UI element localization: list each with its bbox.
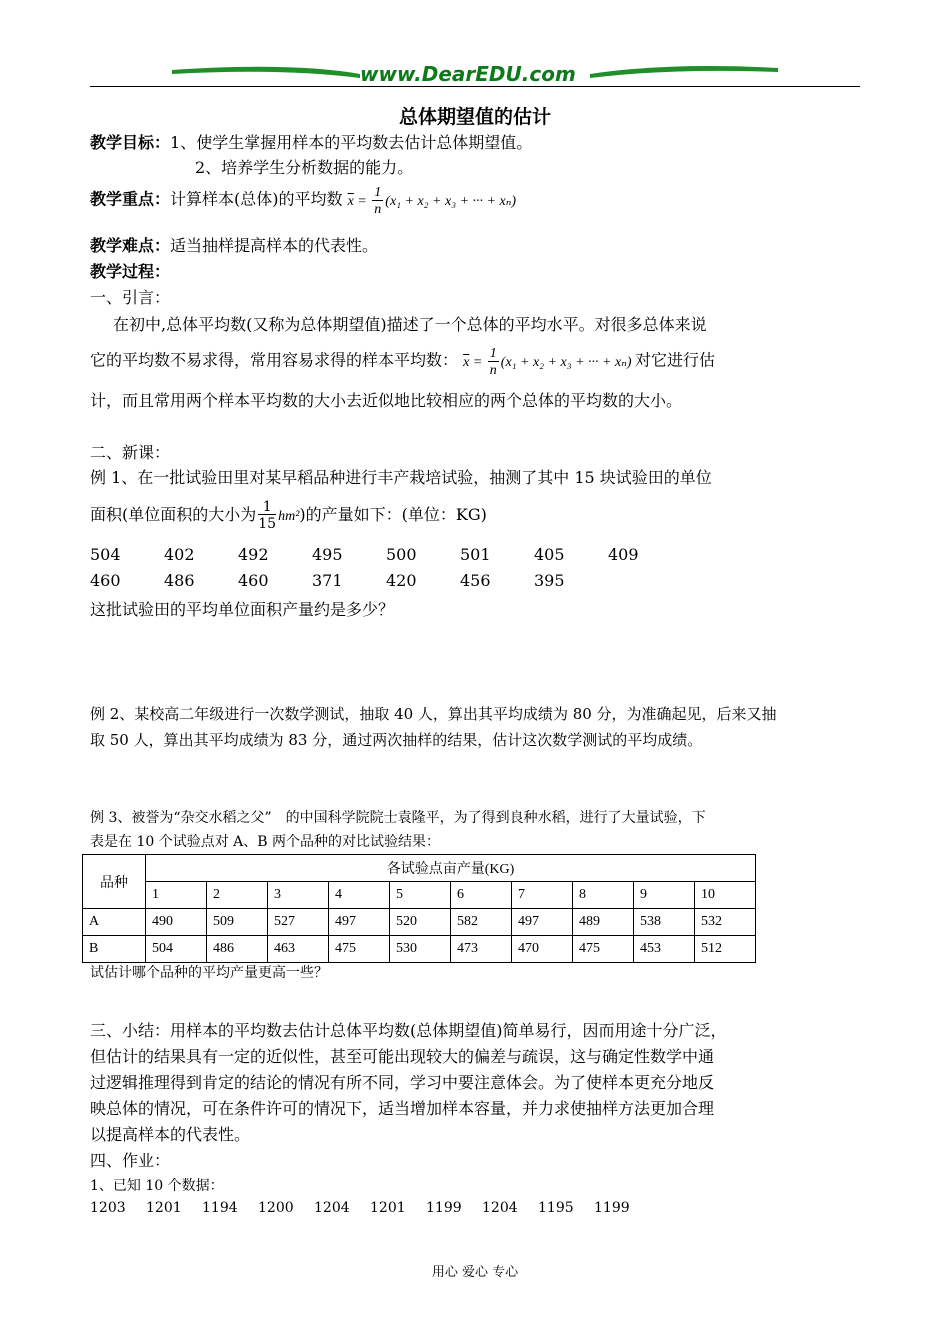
table-cell: 497 — [329, 909, 390, 936]
site-logo-text: www.DearEDU.com — [360, 62, 576, 86]
row1-value: 492 — [238, 545, 269, 564]
table-cell: 530 — [390, 936, 451, 963]
table-cell: 475 — [329, 936, 390, 963]
homework-number: 1199 — [594, 1200, 630, 1216]
new-lesson-heading: 二、新课： — [90, 443, 171, 462]
row2-value: 456 — [460, 571, 491, 590]
row1-value: 409 — [608, 545, 639, 564]
homework-number: 1204 — [314, 1200, 350, 1216]
table-cell: 453 — [634, 936, 695, 963]
table-cell: 512 — [695, 936, 756, 963]
header-divider — [90, 86, 860, 87]
row2-value: 420 — [386, 571, 417, 590]
summary-line3: 过逻辑推理得到肯定的结论的情况有所不同，学习中要注意体会。为了使样本更充分地反 — [90, 1073, 715, 1092]
row1-value: 402 — [164, 545, 195, 564]
key-point-text: 计算样本(总体)的平均数 — [170, 189, 343, 209]
difficulty-label: 教学难点： — [90, 236, 171, 255]
summary-line4: 映总体的情况，可在条件许可的情况下，适当增加样本容量，并力求使抽样方法更加合理 — [90, 1099, 715, 1118]
homework-number: 1199 — [426, 1200, 462, 1216]
row1-value: 405 — [534, 545, 565, 564]
table-cell: 532 — [695, 909, 756, 936]
row2-value: 395 — [534, 571, 565, 590]
key-point-line — [90, 186, 516, 217]
objectives-label: 教学目标： — [90, 133, 171, 152]
table-cell: 490 — [146, 909, 207, 936]
example1-data-row2 — [90, 571, 608, 590]
table-cell: 489 — [573, 909, 634, 936]
table-cell: 504 — [146, 936, 207, 963]
table-column-header: 9 — [634, 882, 695, 909]
mean-formula-inline: $\overline{x}$ = $\frac{1}{n}$ (x₁ + x₂ + x₃ + ··· + xₙ) — [463, 346, 632, 378]
table-cell: 520 — [390, 909, 451, 936]
example3-line1: 例 3、被誉为“杂交水稻之父” 的中国科学院院士袁隆平，为了得到良种水稻，进行了大量试验，下 — [90, 810, 706, 826]
homework-number: 1204 — [482, 1200, 518, 1216]
table-cell: 509 — [207, 909, 268, 936]
row1-value: 501 — [460, 545, 491, 564]
table-row — [83, 936, 756, 963]
row1-value: 500 — [386, 545, 417, 564]
table-cell: 497 — [512, 909, 573, 936]
row1-value: 495 — [312, 545, 343, 564]
summary-line5: 以提高样本的代表性。 — [90, 1125, 251, 1144]
intro-line2: 它的平均数不易求得，常用容易求得的样本平均数： $\overline{x}$ = $\frac{1}{n}$ (x₁ + x₂ + x₃ + ··· + xₙ) 对它进行估 — [90, 346, 716, 378]
table-cell: 486 — [207, 936, 268, 963]
example2-line1: 例 2、某校高二年级进行一次数学测试，抽取 40 人，算出其平均成绩为 80 分，为准确起见，后来又抽 — [90, 705, 777, 723]
table-column-header: 1 — [146, 882, 207, 909]
table-column-header: 5 — [390, 882, 451, 909]
table-column-header: 7 — [512, 882, 573, 909]
table-cell: 538 — [634, 909, 695, 936]
intro-line1: 在初中,总体平均数(又称为总体期望值)描述了一个总体的平均水平。对很多总体来说 — [113, 315, 707, 334]
row2-value: 460 — [238, 571, 269, 590]
homework-number: 1194 — [202, 1200, 238, 1216]
key-point-label: 教学重点： — [90, 189, 171, 209]
page-footer: 用心 爱心 专心 — [431, 1265, 519, 1280]
example2-line2: 取 50 人，算出其平均成绩为 83 分，通过两次抽样的结果，估计这次数学测试的平均成绩。 — [90, 731, 703, 749]
homework-number: 1195 — [538, 1200, 574, 1216]
table-cell: 527 — [268, 909, 329, 936]
table-column-header: 2 — [207, 882, 268, 909]
table-column-header: 10 — [695, 882, 756, 909]
table-cell: 470 — [512, 936, 573, 963]
homework-number: 1201 — [370, 1200, 406, 1216]
row1-value: 504 — [90, 545, 121, 564]
example1-question: 这批试验田的平均单位面积产量约是多少？ — [90, 600, 395, 619]
table-column-header: 4 — [329, 882, 390, 909]
example3-question: 试估计哪个品种的平均产量更高一些？ — [90, 965, 328, 981]
row2-value: 371 — [312, 571, 343, 590]
homework-numbers — [90, 1200, 650, 1216]
page-title: 总体期望值的估计 — [398, 106, 551, 128]
row2-value: 486 — [164, 571, 195, 590]
difficulty-text: 适当抽样提高样本的代表性。 — [170, 236, 379, 255]
table-cell: 582 — [451, 909, 512, 936]
objective-2: 2、培养学生分析数据的能力。 — [195, 158, 414, 177]
table-corner-cell: 品种 — [83, 855, 146, 909]
homework-number: 1200 — [258, 1200, 294, 1216]
table-column-header: 8 — [573, 882, 634, 909]
process-label: 教学过程： — [90, 262, 171, 281]
example1-line2: 面积(单位面积的大小为 $\frac{1}{15}$ hm²)的产量如下：(单位：KG) — [90, 499, 487, 532]
table-row — [83, 909, 756, 936]
homework-number: 1201 — [146, 1200, 182, 1216]
objectives-line1 — [90, 130, 532, 153]
table-header-row — [83, 855, 756, 882]
summary-line1: 三、小结：用样本的平均数去估计总体平均数(总体期望值)简单易行，因而用途十分广泛， — [90, 1021, 727, 1040]
table-column-header: 6 — [451, 882, 512, 909]
table-group-header: 各试验点亩产量(KG) — [146, 855, 756, 882]
mean-formula: $\overline{x}$ = $\frac{1}{n}$ (x₁ + x₂ + x₃ + ··· + xₙ) — [347, 185, 517, 217]
homework-number: 1203 — [90, 1200, 126, 1216]
table-cell: 473 — [451, 936, 512, 963]
intro-heading: 一、引言： — [90, 288, 171, 307]
example1-line1: 例 1、在一批试验田里对某早稻品种进行丰产栽培试验，抽测了其中 15 块试验田的单位 — [90, 468, 712, 487]
difficulty-line — [90, 233, 378, 256]
table-cell: 475 — [573, 936, 634, 963]
table-column-header: 3 — [268, 882, 329, 909]
row2-value: 460 — [90, 571, 121, 590]
table-row-label: B — [83, 936, 146, 963]
example3-line2: 表是在 10 个试验点对 A、B 两个品种的对比试验结果： — [90, 834, 441, 850]
table-cell: 463 — [268, 936, 329, 963]
intro-line3: 计，而且常用两个样本平均数的大小去近似地比较相应的两个总体的平均数的大小。 — [90, 391, 683, 410]
example1-data-row1 — [90, 545, 682, 564]
table-column-row — [83, 882, 756, 909]
homework-item1: 1、已知 10 个数据： — [90, 1178, 224, 1194]
yield-table — [82, 854, 756, 963]
objective-1: 1、使学生掌握用样本的平均数去估计总体期望值。 — [170, 133, 533, 152]
summary-line2: 但估计的结果具有一定的近似性，甚至可能出现较大的偏差与疏误，这与确定性数学中通 — [90, 1047, 715, 1066]
homework-heading: 四、作业： — [90, 1151, 171, 1170]
table-row-label: A — [83, 909, 146, 936]
